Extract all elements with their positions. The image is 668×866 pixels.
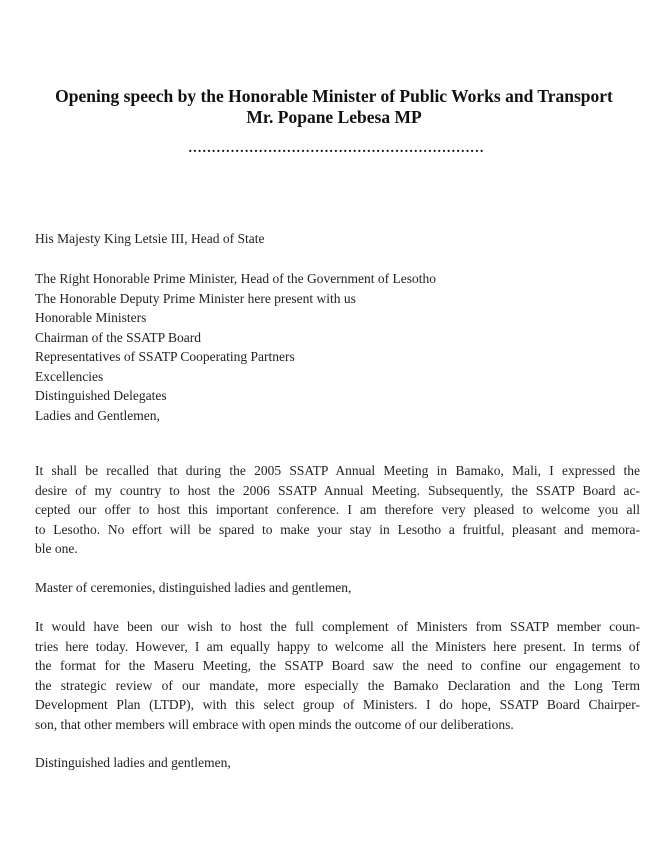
paragraph-line: Development Plan (LTDP), with this select group of Ministers. I do hope, SSATP Board Chairper- (35, 697, 640, 712)
paragraph-line: ble one. (35, 541, 78, 556)
salutation-item: Ladies and Gentlemen, (35, 407, 160, 423)
paragraph-line: cepted our offer to host this important conference. I am therefore very pleased to welcome you all (35, 502, 640, 517)
salutation-item: Honorable Ministers (35, 310, 147, 325)
dotted-separator: ............................................................... (188, 141, 485, 156)
paragraph-line: son, that other members will embrace with open minds the outcome of our deliberations. (35, 716, 514, 732)
salutation-item: Chairman of the SSATP Board (35, 329, 201, 345)
address-distinguished: Distinguished ladies and gentlemen, (35, 755, 231, 770)
speaker-name: Mr. Popane Lebesa MP (246, 107, 422, 127)
speech-title: Opening speech by the Honorable Minister of Public Works and Transport (55, 86, 613, 106)
paragraph-line: tries here today. However, I am equally happy to welcome all the Ministers here present. In terms of (35, 638, 640, 654)
paragraph-line: It would have been our wish to host the full complement of Ministers from SSATP member coun- (35, 619, 640, 634)
salutation-item: The Honorable Deputy Prime Minister here present with us (35, 290, 356, 306)
paragraph-welcome (35, 461, 640, 559)
salutation-list (35, 269, 436, 425)
salutation-head: His Majesty King Letsie III, Head of State (35, 231, 265, 246)
paragraph-line: It shall be recalled that during the 2005 SSATP Annual Meeting in Bamako, Mali, I expressed the (35, 463, 640, 478)
salutation-item: Distinguished Delegates (35, 388, 167, 403)
paragraph-ministers (35, 617, 640, 734)
address-master-of-ceremonies: Master of ceremonies, distinguished ladies and gentlemen, (35, 580, 352, 595)
paragraph-line: the format for the Maseru Meeting, the SSATP Board saw the need to confine our engagement to (35, 658, 640, 673)
paragraph-line: the strategic review of our mandate, more especially the Bamako Declaration and the Long Term (35, 677, 640, 693)
salutation-item: The Right Honorable Prime Minister, Head of the Government of Lesotho (35, 271, 436, 286)
salutation-item: Excellencies (35, 368, 104, 384)
salutation-item: Representatives of SSATP Cooperating Partners (35, 349, 295, 364)
paragraph-line: to Lesotho. No effort will be spared to make your stay in Lesotho a fruitful, pleasant and memora- (35, 521, 640, 537)
paragraph-line: desire of my country to host the 2006 SSATP Annual Meeting. Subsequently, the SSATP Board ac- (35, 482, 640, 498)
